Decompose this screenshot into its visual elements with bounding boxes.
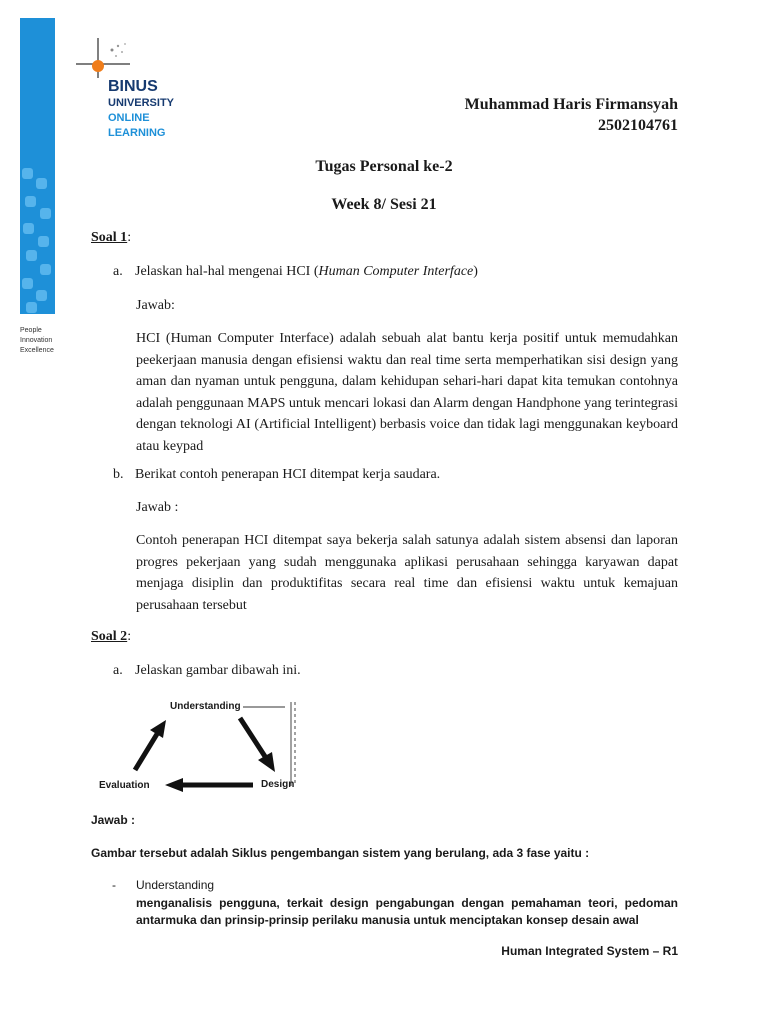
soal1-question-b [113,467,440,483]
soal1-question-a [113,264,478,280]
binus-logo [72,38,182,142]
strip-square [36,178,47,189]
soal1-a-answer-label: Jawab: [136,298,175,313]
soal2-answer-intro: Gambar tersebut adalah Siklus pengembangan sistem yang berulang, ada 3 fase yaitu : [91,846,590,860]
question-text: Jelaskan gambar dibawah ini. [135,663,301,678]
logo-binus: BINUS [108,78,158,95]
strip-square [23,223,34,234]
soal2-heading: Soal 2 [91,629,128,644]
strip-square [22,278,33,289]
soal1-heading-wrap [91,230,131,246]
soal2-colon: : [127,629,132,644]
tagline-line: People [20,327,42,334]
strip-square [26,302,37,313]
author-name: Muhammad Haris Firmansyah [464,96,678,113]
question-text: Berikat contoh penerapan HCI ditempat kerja saudara. [135,467,441,482]
question-text: Jelaskan hal-hal mengenai HCI ( [135,264,319,279]
tagline-line: Excellence [20,347,54,354]
student-id: 2502104761 [598,117,678,134]
document-subtitle: Week 8/ Sesi 21 [331,196,437,213]
soal1-heading: Soal 1 [91,230,128,245]
question-letter: b. [113,467,124,482]
soal2-answer-label: Jawab : [91,813,136,827]
diagram-label-understanding: Understanding [170,701,241,712]
soal1-b-answer: Contoh penerapan HCI ditempat saya bekerja salah satunya adalah sistem absensi dan laporan progres pekerjaan yang sudah menggunaka aplikasi perusahaan sehingga karyawan dapat menjaga disiplin dan produktifitas secara real time dan efisiensi waktu untuk kemajuan perusahaan tersebut [136,533,678,613]
page-footer: Human Integrated System – R1 [501,944,678,958]
soal2-question-a [113,663,301,679]
question-italic: Human Computer Interface [318,264,474,279]
logo-online: ONLINE [108,112,150,124]
question-letter: a. [113,264,123,279]
cycle-diagram [95,698,305,798]
bullet-text: menganalisis pengguna, terkait design pengabungan dengan pemahaman teori, pedoman antarmuka dan prinsip-prinsip perilaku manusia untuk menciptakan konsep desain awal [136,896,678,927]
diagram-label-design: Design [261,779,295,790]
soal2-heading-wrap [91,629,131,645]
logo-university: UNIVERSITY [108,97,175,109]
soal1-b-answer-label: Jawab : [136,500,179,515]
diagram-label-evaluation: Evaluation [99,780,150,791]
soal1-colon: : [127,230,132,245]
bullet-title: Understanding [136,878,215,892]
question-text-end: ) [473,264,478,279]
strip-square [38,236,49,247]
question-letter: a. [113,663,123,678]
logo-emblem-icon [72,38,132,80]
soal1-a-answer: HCI (Human Computer Interface) adalah sebuah alat bantu kerja positif untuk memudahkan peekerjaan manusia dengan efisiensi waktu dan real time serta memperhatikan sisi design yang aman dan nyaman untuk pengguna, dalam kehidupan sehari-hari dapat kita temukan contohnya adalah penggunaan MAPS untuk mencari lokasi dan Alarm dengan Handphone yang terintegrasi dengan teknologi AI (Artificial Intelligent) berbasis voice dan tidak lagi menggunakan keyboard atau keypad [136,331,678,454]
strip-square [40,264,51,275]
strip-square [26,250,37,261]
bullet-dash: - [112,878,116,892]
logo-learning: LEARNING [108,127,166,139]
tagline [20,326,54,356]
document-title: Tugas Personal ke-2 [315,158,453,175]
tagline-line: Innovation [20,337,53,344]
strip-square [36,290,47,301]
